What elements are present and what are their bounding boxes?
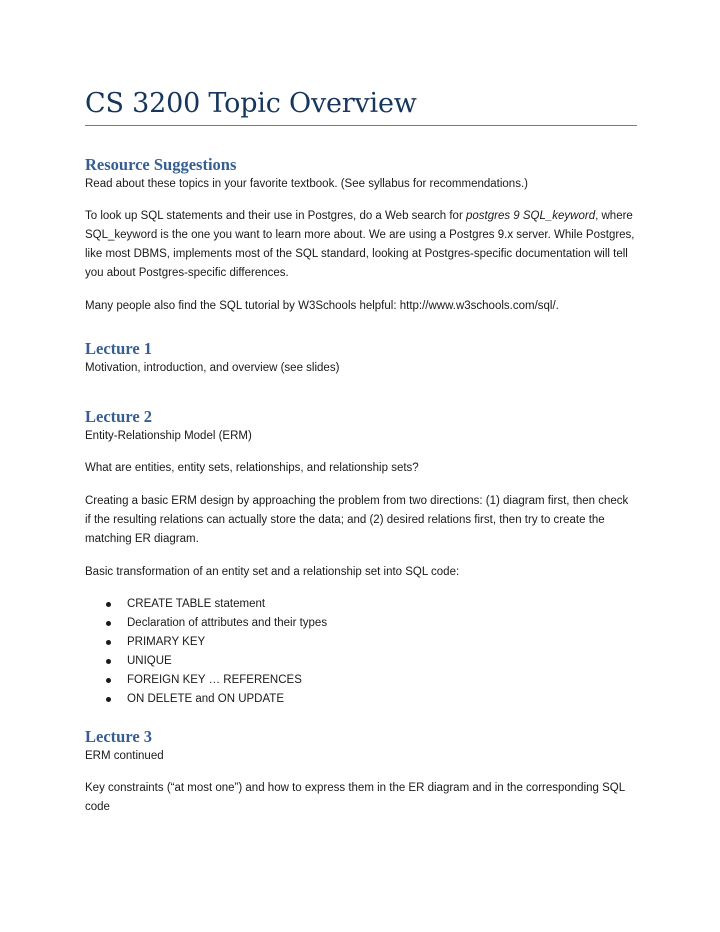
list-item (85, 652, 637, 671)
list-item (85, 633, 637, 652)
search-term-emphasis: postgres 9 SQL_keyword (465, 210, 596, 222)
section-resource-suggestions (85, 155, 637, 316)
list-item-text: UNIQUE (127, 655, 172, 667)
section-heading: Lecture 1 (85, 339, 153, 358)
section-heading: Resource Suggestions (85, 155, 237, 174)
list-item (85, 690, 637, 709)
entities-question-paragraph: What are entities, entity sets, relationships, and relationship sets? (85, 462, 419, 474)
bullet-icon (106, 640, 111, 645)
title-underline (85, 125, 637, 126)
postgres-lookup-paragraph (85, 207, 637, 283)
list-item (85, 595, 637, 614)
bullet-icon (106, 678, 111, 683)
bullet-icon (106, 602, 111, 607)
section-subtitle: Motivation, introduction, and overview (see slides) (85, 362, 340, 374)
key-constraints-paragraph: Key constraints (“at most one”) and how to express them in the ER diagram and in the corresponding SQL code (85, 782, 625, 813)
list-item-text: Declaration of attributes and their types (127, 617, 328, 629)
section-lecture-2 (85, 407, 637, 709)
bullet-icon (106, 697, 111, 702)
section-subtitle: Read about these topics in your favorite textbook. (See syllabus for recommendations.) (85, 178, 528, 190)
list-item (85, 671, 637, 690)
paragraph-text: To look up SQL statements and their use in Postgres, do a Web search for (85, 210, 466, 222)
list-item-text: CREATE TABLE statement (127, 598, 266, 610)
bullet-icon (106, 621, 111, 626)
section-heading: Lecture 2 (85, 407, 153, 426)
sql-elements-list (85, 595, 637, 709)
section-heading: Lecture 3 (85, 727, 153, 746)
section-subtitle: ERM continued (85, 750, 164, 762)
list-item-text: ON DELETE and ON UPDATE (127, 693, 284, 705)
erm-design-paragraph: Creating a basic ERM design by approaching the problem from two directions: (1) diagram first, then check if the resulting relations can actually store the data; and (2) desired relations first, then try to create the matching ER diagram. (85, 495, 629, 545)
section-lecture-3 (85, 727, 637, 817)
list-item-text: FOREIGN KEY … REFERENCES (127, 674, 302, 686)
list-item (85, 614, 637, 633)
section-lecture-1 (85, 339, 637, 377)
paragraph-text: , where SQL_keyword is the one you want to learn more about. We are using a Postgres 9.x server. While Postgres, like most DBMS, implements most of the SQL standard, looking at Postgres-specific documentation will tell you about Postgres-specific differences. (85, 210, 635, 279)
list-item-text: PRIMARY KEY (127, 636, 206, 648)
w3schools-paragraph: Many people also find the SQL tutorial by W3Schools helpful: http://www.w3schools.com/sql/. (85, 300, 559, 312)
bullet-icon (106, 659, 111, 664)
section-subtitle: Entity-Relationship Model (ERM) (85, 430, 252, 442)
page-title: CS 3200 Topic Overview (85, 88, 417, 119)
sql-transformation-paragraph: Basic transformation of an entity set and a relationship set into SQL code: (85, 566, 460, 578)
